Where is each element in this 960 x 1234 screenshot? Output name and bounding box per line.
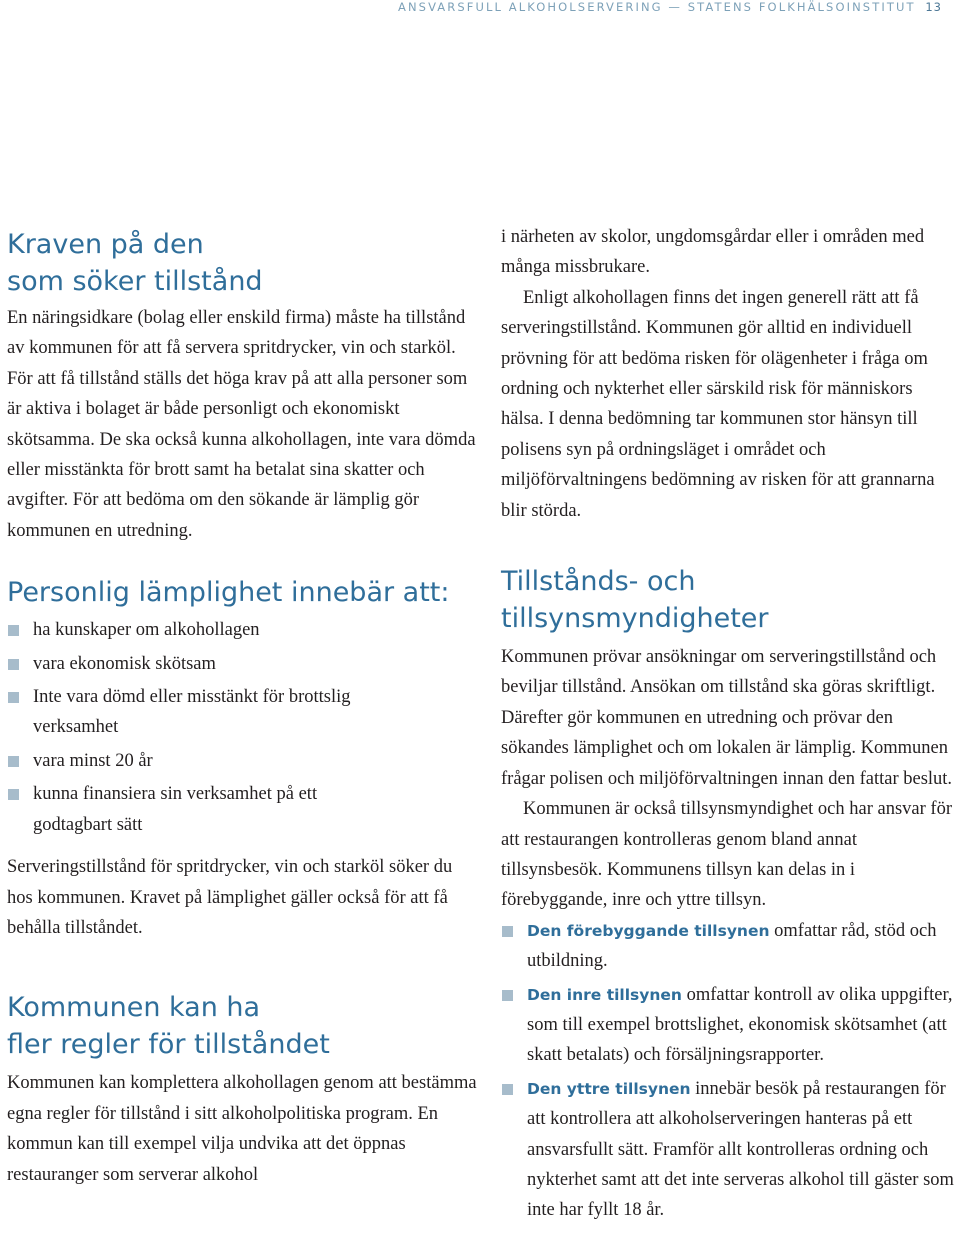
list-item-text: vara minst 20 år	[33, 750, 153, 771]
list-item	[501, 916, 959, 977]
square-bullet-icon	[8, 756, 19, 767]
heading-kraven	[7, 226, 477, 300]
page-number: 13	[925, 0, 942, 14]
tillsyn-list	[501, 916, 959, 1226]
list-item	[501, 1074, 959, 1226]
list-item	[7, 649, 477, 679]
list-item-text: Inte vara dömd eller misstänkt för brottslig verksamhet	[33, 687, 351, 738]
list-item-text: omfattar råd, stöd och utbildning.	[527, 920, 937, 972]
square-bullet-icon	[8, 625, 19, 636]
square-bullet-icon	[8, 789, 19, 800]
list-item-text: vara ekonomisk skötsam	[33, 653, 216, 674]
list-item-text: kunna finansiera sin verksamhet på ett godtagbart sätt	[33, 784, 318, 835]
paragraph-serveringstillstand: Serveringstillstånd för spritdrycker, vin och starköl söker du hos kommunen. Kravet på lämplighet gäller också för att få behålla tillståndet.	[7, 857, 453, 938]
list-item	[7, 746, 477, 776]
right-column	[501, 222, 959, 1229]
square-bullet-icon	[502, 990, 513, 1001]
heading-lamplighet: Personlig lämplighet innebär att:	[7, 577, 450, 609]
term-forebyggande: Den förebyggande tillsynen	[527, 921, 770, 940]
running-header	[398, 0, 942, 14]
square-bullet-icon	[502, 926, 513, 937]
heading-tillstandsmyndigheter: Tillstånds- och tillsynsmyndigheter	[501, 566, 769, 635]
list-item	[7, 682, 477, 743]
list-item-text: innebär besök på restaurangen för att kontrollera att alkoholserveringen hanteras på ett ansvarsfullt sätt. Framför allt kontrolleras ordning och nykterhet samt att det inte serveras alkohol till gäster som inte har fyllt 18 år.	[527, 1078, 954, 1221]
lamplighet-list	[7, 615, 477, 840]
paragraph-continuation: i närheten av skolor, ungdomsgårdar eller i områden med många missbrukare.	[501, 227, 925, 278]
heading-fler-regler-line1: Kommunen kan ha	[7, 992, 261, 1024]
list-item-text: omfattar kontroll av olika uppgifter, som till exempel brottslighet, ekonomisk skötsamhet (att skatt betalats) och försäljningsrapporter.	[527, 984, 953, 1066]
list-item	[7, 779, 477, 840]
left-column	[7, 222, 477, 1190]
heading-fler-regler-line2: fler regler för tillståndet	[7, 1029, 330, 1061]
heading-kraven-line1: Kraven på den	[7, 229, 204, 260]
running-title: ANSVARSFULL ALKOHOLSERVERING — STATENS FOLKHÄLSOINSTITUT	[398, 0, 916, 14]
paragraph-fler-regler: Kommunen kan komplettera alkohollagen genom att bestämma egna regler för tillstånd i sitt alkoholpolitiska program. En kommun kan till exempel vilja undvika att det öppnas restauranger som serverar alkohol	[7, 1073, 477, 1185]
paragraph-provar: Kommunen prövar ansökningar om serveringstillstånd och beviljar tillstånd. Ansökan om tillstånd ska göras skriftligt. Därefter gör kommunen en utredning och prövar den sökandes lämplighet och om lokalen är lämplig. Kommunen frågar polisen och miljöförvaltningen innan den fattar beslut.	[501, 647, 953, 789]
list-item	[7, 615, 477, 645]
term-yttre: Den yttre tillsynen	[527, 1079, 691, 1098]
heading-kraven-line2: som söker tillstånd	[7, 266, 263, 297]
paragraph-kraven: En näringsidkare (bolag eller enskild firma) måste ha tillstånd av kommunen för att få servera spritdrycker, vin och starköl. För att få tillstånd ställs det höga krav på att alla personer som är aktiva i bolaget är både personligt och ekonomiskt skötsamma. De ska också kunna alkohollagen, inte vara dömda eller misstänkta för brott samt ha betalat sina skatter och avgifter. För att bedöma om den sökande är lämplig gör kommunen en utredning.	[7, 308, 476, 541]
square-bullet-icon	[502, 1084, 513, 1095]
square-bullet-icon	[8, 659, 19, 670]
square-bullet-icon	[8, 692, 19, 703]
heading-fler-regler	[7, 989, 477, 1063]
paragraph-generell-ratt: Enligt alkohollagen finns det ingen generell rätt att få serveringstillstånd. Kommunen gör alltid en individuell prövning för att bedöma risken för olägenheter i fråga om ordning och nykterhet eller särskild risk för människors hälsa. I denna bedömning tar kommunen stor hänsyn till polisens syn på ordningsläget i området och miljöförvaltningens bedömning av risken för att grannarna blir störda.	[501, 287, 935, 521]
list-item-text: ha kunskaper om alkohollagen	[33, 620, 260, 641]
list-item	[501, 980, 959, 1071]
paragraph-tillsynsmyndighet: Kommunen är också tillsynsmyndighet och har ansvar för att restaurangen kontrolleras genom bland annat tillsynsbesök. Kommunens tillsyn kan delas in i förebyggande, inre och yttre tillsyn.	[501, 799, 952, 911]
term-inre: Den inre tillsynen	[527, 985, 682, 1004]
